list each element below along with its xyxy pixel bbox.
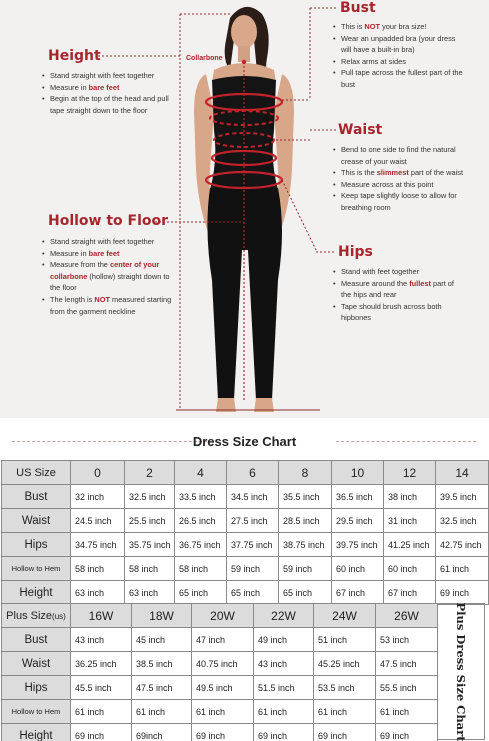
plus-measurement-cell: 40.75 inch: [192, 652, 254, 676]
plus-measurement-cell: 61 inch: [376, 700, 438, 724]
chart-title: Dress Size Chart: [192, 434, 297, 449]
us-measurement-cell: 27.5 inch: [227, 509, 279, 533]
us-measurement-cell: 59 inch: [227, 557, 279, 581]
us-measurement-cell: 65 inch: [175, 581, 227, 605]
hollow-to-floor-title: Hollow to Floor: [48, 213, 169, 229]
us-row-label: Hips: [2, 533, 71, 557]
plus-side-label-cell: [437, 603, 485, 740]
us-measurement-cell: 42.75 inch: [436, 533, 489, 557]
model-neck: [238, 46, 250, 62]
plus-measurement-cell: 45.25 inch: [314, 652, 376, 676]
plus-measurement-cell: 69inch: [132, 724, 192, 741]
section-divider: [0, 418, 489, 426]
us-measurement-cell: 37.75 inch: [227, 533, 279, 557]
table-row: [2, 724, 438, 741]
us-measurement-cell: 41.25 inch: [384, 533, 436, 557]
us-measurement-cell: 33.5 inch: [175, 485, 227, 509]
plus-measurement-cell: 53 inch: [376, 628, 438, 652]
highlight-text: center of your collarbone: [50, 260, 160, 281]
us-measurement-cell: 28.5 inch: [279, 509, 332, 533]
bust-instruction-item: • Relax arms at sides: [333, 56, 463, 68]
plus-corner-cell: [2, 604, 71, 628]
collarbone-point: [242, 60, 246, 64]
highlight-text: bare feet: [88, 248, 120, 258]
us-measurement-cell: 39.5 inch: [436, 485, 489, 509]
plus-row-label: Waist: [2, 652, 71, 676]
table-row: [2, 676, 438, 700]
plus-measurement-cell: 69 inch: [376, 724, 438, 741]
us-header-row: [2, 461, 489, 485]
plus-measurement-cell: 47.5 inch: [376, 652, 438, 676]
hollow-to-floor-instructions: [42, 236, 172, 317]
table-row: [2, 557, 489, 581]
us-measurement-cell: 35.75 inch: [125, 533, 175, 557]
plus-measurement-cell: 61 inch: [71, 700, 132, 724]
us-measurement-cell: 58 inch: [175, 557, 227, 581]
waist-instruction-item: • This is the slimmest part of the waist: [333, 167, 463, 179]
plus-measurement-cell: 43 inch: [254, 652, 314, 676]
height-instruction-item: • Begin at the top of the head and pull tape straight down to the floor: [42, 93, 172, 116]
us-measurement-cell: 58 inch: [71, 557, 125, 581]
plus-measurement-cell: 61 inch: [132, 700, 192, 724]
us-measurement-cell: 32 inch: [71, 485, 125, 509]
us-size-header: 12: [384, 461, 436, 485]
table-row: [2, 533, 489, 557]
plus-measurement-cell: 38.5 inch: [132, 652, 192, 676]
plus-row-label: Hollow to Hem: [2, 700, 71, 724]
us-size-header: 10: [332, 461, 384, 485]
us-measurement-cell: 32.5 inch: [436, 509, 489, 533]
plus-row-label: Hips: [2, 676, 71, 700]
us-measurement-cell: 32.5 inch: [125, 485, 175, 509]
bust-instruction-item: • This is NOT your bra size!: [333, 21, 463, 33]
hips-instruction-item: • Stand with feet together: [333, 266, 463, 278]
plus-measurement-cell: 51 inch: [314, 628, 376, 652]
table-row: [2, 509, 489, 533]
plus-size-label: Plus Size: [6, 609, 53, 622]
collarbone-label: Collarbone: [186, 55, 223, 62]
us-measurement-cell: 38.75 inch: [279, 533, 332, 557]
hollow-instruction-item: • The length is NOT measured starting from the garment neckline: [42, 294, 172, 317]
us-row-label: Height: [2, 581, 71, 605]
us-measurement-cell: 36.5 inch: [332, 485, 384, 509]
chart-title-row: [0, 428, 489, 456]
plus-measurement-cell: 61 inch: [192, 700, 254, 724]
bust-instruction-item: • Wear an unpadded bra (your dress will have a built-in bra): [333, 33, 463, 56]
hollow-instruction-item: • Measure in bare feet: [42, 248, 172, 260]
bust-instruction-item: • Pull tape across the fullest part of the bust: [333, 67, 463, 90]
us-measurement-cell: 38 inch: [384, 485, 436, 509]
us-corner-cell: US Size: [2, 461, 71, 485]
hollow-instruction-item: • Stand straight with feet together: [42, 236, 172, 248]
plus-size-header: 18W: [132, 604, 192, 628]
us-measurement-cell: 34.5 inch: [227, 485, 279, 509]
us-size-header: 6: [227, 461, 279, 485]
plus-row-label: Height: [2, 724, 71, 741]
plus-size-header: 20W: [192, 604, 254, 628]
height-title: Height: [48, 48, 101, 64]
table-row: [2, 652, 438, 676]
hips-instruction-item: • Measure around the fullest part of the hips and rear: [333, 278, 463, 301]
us-measurement-cell: 69 inch: [436, 581, 489, 605]
us-measurement-cell: 34.75 inch: [71, 533, 125, 557]
height-instructions: [42, 70, 172, 116]
plus-header-row: [2, 604, 438, 628]
us-size-header: 14: [436, 461, 489, 485]
highlight-text: fullest: [409, 278, 431, 288]
waist-instruction-item: • Bend to one side to find the natural crease of your waist: [333, 144, 463, 167]
us-measurement-cell: 25.5 inch: [125, 509, 175, 533]
plus-measurement-cell: 45.5 inch: [71, 676, 132, 700]
hips-title: Hips: [338, 244, 373, 260]
bust-title: Bust: [340, 0, 376, 16]
us-size-table: [1, 460, 489, 605]
plus-measurement-cell: 51.5 inch: [254, 676, 314, 700]
hollow-instruction-item: • Measure from the center of your collarbone (hollow) straight down to the floor: [42, 259, 172, 294]
us-measurement-cell: 39.75 inch: [332, 533, 384, 557]
us-measurement-cell: 63 inch: [125, 581, 175, 605]
us-measurement-cell: 67 inch: [384, 581, 436, 605]
us-row-label: Hollow to Hem: [2, 557, 71, 581]
us-measurement-cell: 60 inch: [384, 557, 436, 581]
plus-measurement-cell: 55.5 inch: [376, 676, 438, 700]
us-measurement-cell: 58 inch: [125, 557, 175, 581]
waist-title: Waist: [338, 122, 383, 138]
us-measurement-cell: 31 inch: [384, 509, 436, 533]
us-measurement-cell: 65 inch: [227, 581, 279, 605]
height-instruction-item: • Measure in bare feet: [42, 82, 172, 94]
plus-size-header: 26W: [376, 604, 438, 628]
plus-size-table: [1, 603, 438, 741]
plus-measurement-cell: 45 inch: [132, 628, 192, 652]
table-row: [2, 700, 438, 724]
plus-measurement-cell: 49 inch: [254, 628, 314, 652]
plus-measurement-cell: 69 inch: [314, 724, 376, 741]
us-row-label: Bust: [2, 485, 71, 509]
highlight-text: NOT: [364, 22, 381, 31]
model-figure: [150, 0, 340, 418]
us-measurement-cell: 65 inch: [279, 581, 332, 605]
us-measurement-cell: 36.75 inch: [175, 533, 227, 557]
plus-measurement-cell: 69 inch: [254, 724, 314, 741]
us-measurement-cell: 59 inch: [279, 557, 332, 581]
plus-measurement-cell: 47.5 inch: [132, 676, 192, 700]
plus-measurement-cell: 49.5 inch: [192, 676, 254, 700]
us-measurement-cell: 35.5 inch: [279, 485, 332, 509]
us-measurement-cell: 26.5 inch: [175, 509, 227, 533]
hips-instructions: [333, 266, 463, 324]
highlight-text: bare feet: [88, 82, 120, 92]
table-row: [2, 485, 489, 509]
plus-size-header: 24W: [314, 604, 376, 628]
us-size-header: 8: [279, 461, 332, 485]
plus-measurement-cell: 61 inch: [254, 700, 314, 724]
highlight-text: slimmest: [376, 168, 409, 178]
plus-measurement-cell: 53.5 inch: [314, 676, 376, 700]
us-measurement-cell: 24.5 inch: [71, 509, 125, 533]
waist-instruction-item: • Measure across at this point: [333, 179, 463, 191]
plus-measurement-cell: 69 inch: [192, 724, 254, 741]
bust-instructions: [333, 21, 463, 91]
hips-instruction-item: • Tape should brush across both hipbones: [333, 301, 463, 324]
us-size-header: 0: [71, 461, 125, 485]
waist-instruction-item: • Keep tape slightly loose to allow for breathing room: [333, 190, 463, 213]
highlight-text: NOT: [94, 294, 110, 304]
plus-size-header: 16W: [71, 604, 132, 628]
model-leggings: [207, 188, 282, 400]
us-size-header: 2: [125, 461, 175, 485]
waist-instructions: [333, 144, 463, 214]
us-measurement-cell: 60 inch: [332, 557, 384, 581]
plus-dress-size-chart-label: Plus Dress Size Chart: [453, 601, 468, 741]
us-row-label: Waist: [2, 509, 71, 533]
table-row: [2, 628, 438, 652]
us-measurement-cell: 63 inch: [71, 581, 125, 605]
us-measurement-cell: 29.5 inch: [332, 509, 384, 533]
plus-size-header: 22W: [254, 604, 314, 628]
us-size-header: 4: [175, 461, 227, 485]
plus-measurement-cell: 36.25 inch: [71, 652, 132, 676]
table-row: [2, 581, 489, 605]
plus-size-unit: (us): [52, 611, 66, 621]
plus-measurement-cell: 61 inch: [314, 700, 376, 724]
us-measurement-cell: 67 inch: [332, 581, 384, 605]
model-head: [231, 15, 257, 49]
height-instruction-item: • Stand straight with feet together: [42, 70, 172, 82]
plus-measurement-cell: 47 inch: [192, 628, 254, 652]
plus-row-label: Bust: [2, 628, 71, 652]
title-rule-right: [336, 441, 476, 442]
plus-measurement-cell: 43 inch: [71, 628, 132, 652]
us-measurement-cell: 61 inch: [436, 557, 489, 581]
plus-measurement-cell: 69 inch: [71, 724, 132, 741]
